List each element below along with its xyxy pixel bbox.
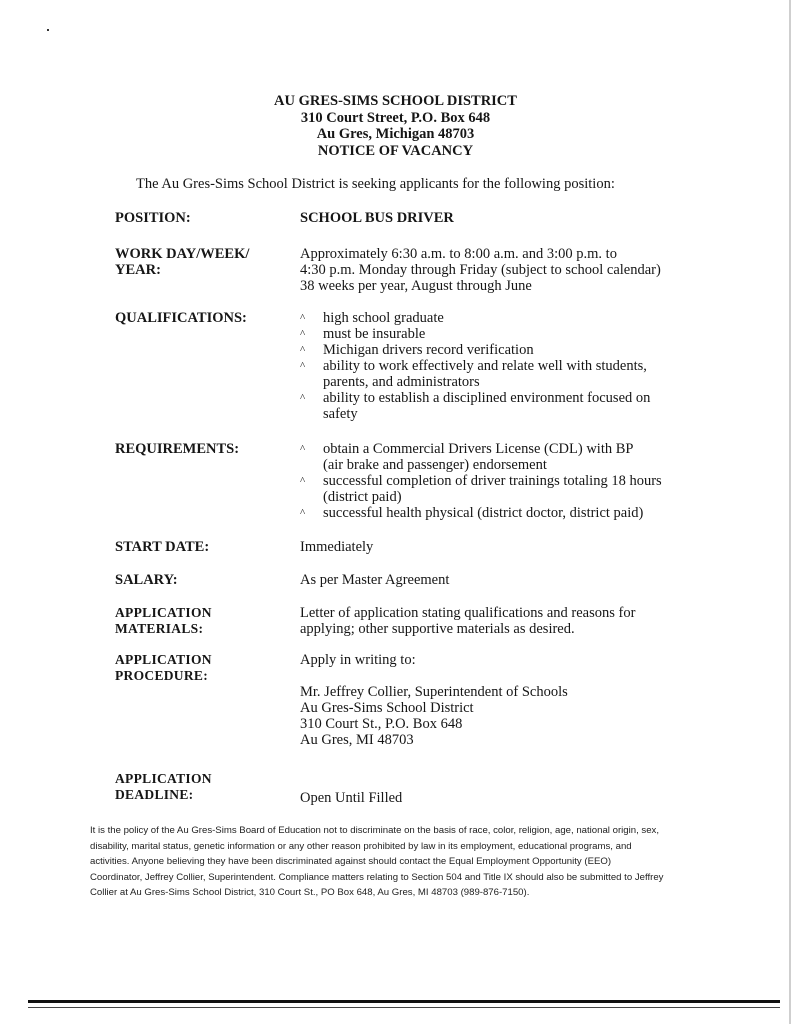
salary-value: As per Master Agreement: [300, 572, 450, 588]
application-procedure-intro: Apply in writing to:: [300, 652, 416, 668]
position-label: POSITION:: [115, 210, 191, 226]
work-schedule-line1: Approximately 6:30 a.m. to 8:00 a.m. and 3:00 p.m. to: [300, 246, 617, 262]
application-procedure-label-line1: APPLICATION: [115, 652, 212, 667]
requirements-list: [300, 441, 662, 521]
application-deadline-value: Open Until Filled: [300, 790, 403, 806]
caret-bullet-icon: ^: [300, 312, 306, 324]
work-schedule-line3: 38 weeks per year, August through June: [300, 278, 532, 294]
salary-label: SALARY:: [115, 572, 178, 588]
application-deadline-label-line2: DEADLINE:: [115, 787, 194, 802]
mailing-address-line3: 310 Court St., P.O. Box 648: [300, 716, 463, 732]
application-materials-label-line1: APPLICATION: [115, 605, 212, 620]
caret-bullet-icon: ^: [300, 443, 306, 455]
bottom-rule: [28, 1000, 780, 1003]
caret-bullet-icon: ^: [300, 328, 306, 340]
position-value: SCHOOL BUS DRIVER: [300, 210, 454, 226]
work-schedule-label-line1: WORK DAY/WEEK/: [115, 246, 250, 262]
nondiscrimination-statement: It is the policy of the Au Gres-Sims Board of Education not to discriminate on the basis of race, color, religion, age, national origin, sex, disability, marital status, genetic information or any other reason prohibited by law in its employment, educational programs, and activities. Anyone believing they have been discriminated against should contact the Equal Employment Opportunity (EEO) Coordinator, Jeffrey Collier, Superintendent. Compliance matters relating to Section 504 and Title IX should also be submitted to Jeffrey Collier at Au Gres-Sims School District, 310 Court St., PO Box 648, Au Gres, MI 48703 (989-876-7150).: [90, 825, 664, 898]
list-item: ^ Michigan drivers record verification: [300, 342, 534, 358]
district-city: Au Gres, Michigan 48703: [316, 126, 475, 142]
mailing-address-line2: Au Gres-Sims School District: [300, 700, 474, 716]
requirements-label: REQUIREMENTS:: [115, 441, 240, 457]
work-schedule-label: [115, 246, 249, 278]
caret-bullet-icon: ^: [300, 507, 306, 519]
scan-speck: [47, 29, 49, 31]
list-item: ^ successful completion of driver trainings totaling 18 hours (district paid): [300, 473, 662, 505]
notice-title: NOTICE OF VACANCY: [317, 142, 474, 159]
list-item: ^ must be insurable: [300, 326, 426, 342]
application-materials-label: [115, 605, 212, 637]
start-date-label: START DATE:: [115, 539, 210, 555]
application-materials-line2: applying; other supportive materials as desired.: [300, 621, 575, 637]
district-header: [0, 93, 791, 159]
caret-bullet-icon: ^: [300, 475, 306, 487]
mailing-address-line4: Au Gres, MI 48703: [300, 732, 414, 748]
work-schedule-line2: 4:30 p.m. Monday through Friday (subject to school calendar): [300, 262, 661, 278]
list-item: ^ high school graduate: [300, 310, 444, 326]
application-materials-label-line2: MATERIALS:: [115, 621, 204, 636]
work-schedule-value: [300, 246, 661, 294]
list-item: ^ ability to work effectively and relate well with students, parents, and administrators: [300, 358, 647, 390]
application-materials-value: [300, 605, 635, 637]
district-name: AU GRES-SIMS SCHOOL DISTRICT: [274, 93, 517, 109]
start-date-value: Immediately: [300, 539, 374, 555]
application-procedure-label: [115, 652, 212, 684]
work-schedule-label-line2: YEAR:: [115, 262, 161, 278]
application-procedure-label-line2: PROCEDURE:: [115, 668, 208, 683]
application-deadline-label-line1: APPLICATION: [115, 771, 212, 786]
caret-bullet-icon: ^: [300, 360, 306, 372]
application-materials-line1: Letter of application stating qualifications and reasons for: [300, 605, 636, 621]
list-item: ^ ability to establish a disciplined environment focused on safety: [300, 390, 651, 422]
caret-bullet-icon: ^: [300, 344, 306, 356]
caret-bullet-icon: ^: [300, 392, 306, 404]
mailing-address-line1: Mr. Jeffrey Collier, Superintendent of Schools: [300, 684, 568, 700]
qualifications-list: [300, 310, 650, 422]
mailing-address: [300, 684, 568, 748]
application-deadline-label: [115, 771, 212, 803]
intro-text: The Au Gres-Sims School District is seeking applicants for the following position:: [136, 176, 615, 192]
qualifications-label: QUALIFICATIONS:: [115, 310, 247, 326]
district-street: 310 Court Street, P.O. Box 648: [300, 109, 491, 126]
bottom-rule-secondary: [28, 1007, 780, 1008]
list-item: ^ successful health physical (district doctor, district paid): [300, 505, 644, 521]
list-item: ^ obtain a Commercial Drivers License (CDL) with BP (air brake and passenger) endorsement: [300, 441, 634, 473]
